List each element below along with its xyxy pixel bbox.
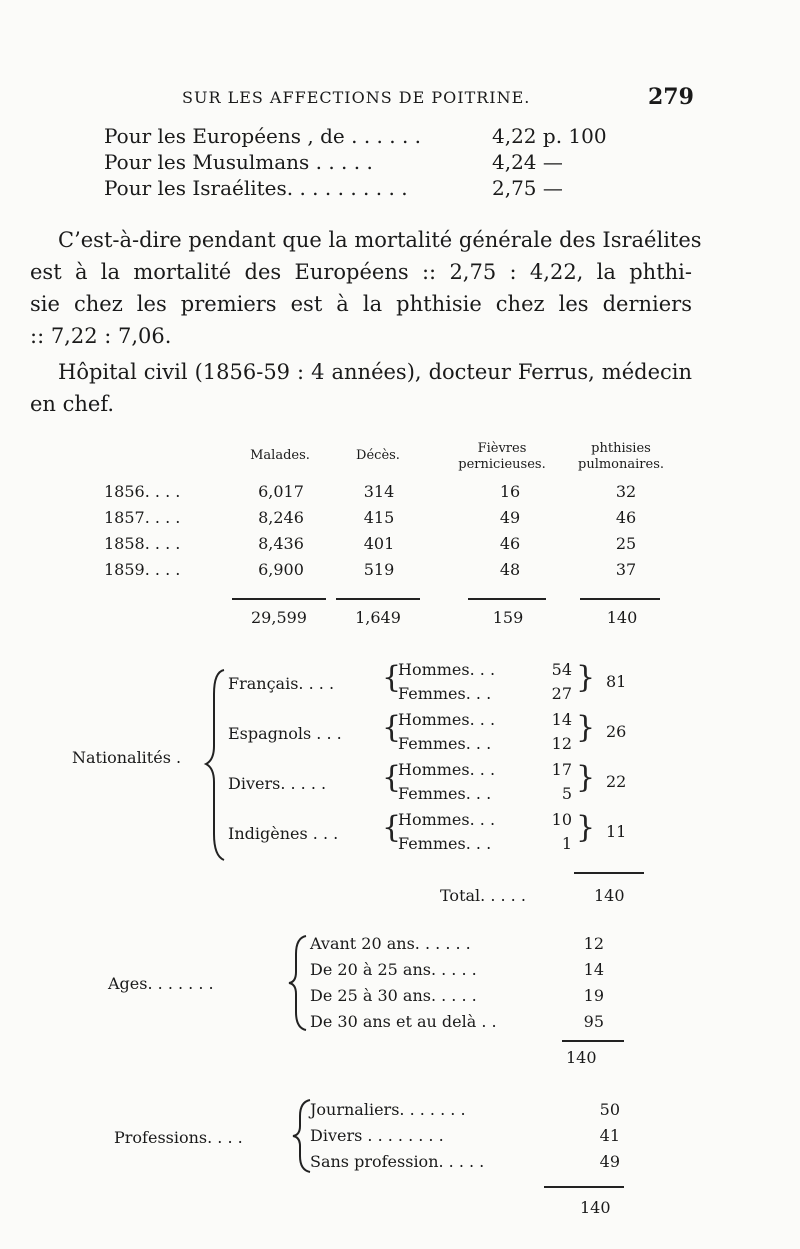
total-rule (562, 1040, 624, 1042)
cell-malades: 8,246 (258, 508, 304, 527)
brace-glyph: } (576, 760, 596, 795)
femmes-count: 5 (561, 784, 572, 803)
cell-deces: 401 (363, 534, 395, 553)
header-line: Fièvres (477, 441, 527, 456)
femmes-label: Femmes. . . (398, 834, 492, 853)
age-item-value: 19 (583, 986, 604, 1005)
cell-fievres: 16 (499, 482, 521, 501)
cell-deces: 415 (363, 508, 395, 527)
group-name: Espagnols . . . (228, 724, 342, 743)
femmes-count: 27 (551, 684, 572, 703)
nationalites-total: 140 (594, 886, 625, 905)
row-year: 1856. . . . (104, 482, 181, 501)
ages-total: 140 (566, 1048, 597, 1067)
total-deces: 1,649 (355, 608, 401, 627)
age-item-label: De 30 ans et au delà . . (310, 1012, 497, 1031)
hommes-label: Hommes. . . (398, 660, 496, 679)
paragraph-line: C’est-à-dire pendant que la mortalité générale des Israélites (58, 228, 702, 252)
hommes-label: Hommes. . . (398, 760, 496, 779)
running-title: SUR LES AFFECTIONS DE POITRINE. (182, 88, 531, 107)
cell-fievres: 46 (499, 534, 521, 553)
group-total: 26 (606, 722, 627, 741)
cell-phthisies: 37 (615, 560, 637, 579)
femmes-label: Femmes. . . (398, 684, 492, 703)
hommes-count: 10 (551, 810, 572, 829)
row-year: 1857. . . . (104, 508, 181, 527)
col-header-deces: Décès. (356, 448, 400, 463)
cell-malades: 8,436 (258, 534, 304, 553)
col-header-fievres (440, 441, 564, 473)
profession-item-label: Journaliers. . . . . . . (310, 1100, 466, 1119)
profession-item-value: 49 (599, 1152, 620, 1171)
paragraph-line: sie chez les premiers est à la phthisie chez les derniers (30, 292, 692, 316)
profession-item-value: 50 (599, 1100, 620, 1119)
hommes-count: 54 (551, 660, 572, 679)
ages-label: Ages. . . . . . . (108, 974, 214, 993)
total-rule (580, 598, 660, 600)
profession-item-label: Divers . . . . . . . . (310, 1126, 444, 1145)
total-label: Total. . . . . (440, 886, 526, 905)
paragraph-line: Hôpital civil (1856-59 : 4 années), docteur Ferrus, médecin (58, 360, 692, 384)
age-item-label: De 20 à 25 ans. . . . . (310, 960, 477, 979)
cell-malades: 6,900 (258, 560, 304, 579)
hommes-count: 17 (551, 760, 572, 779)
total-rule (468, 598, 546, 600)
row-year: 1858. . . . (104, 534, 181, 553)
paragraph-line: :: 7,22 : 7,06. (30, 324, 172, 348)
header-line: phthisies (591, 441, 651, 456)
profession-item-value: 41 (599, 1126, 620, 1145)
total-rule (336, 598, 420, 600)
cell-deces: 314 (363, 482, 395, 501)
ratio-value: 2,75 — (492, 176, 563, 200)
group-name: Divers. . . . . (228, 774, 327, 793)
total-malades: 29,599 (251, 608, 307, 627)
total-rule (574, 872, 644, 874)
group-total: 81 (606, 672, 627, 691)
group-total: 22 (606, 772, 627, 791)
group-name: Indigènes . . . (228, 824, 339, 843)
total-rule (232, 598, 326, 600)
nationalites-label: Nationalités . (72, 748, 182, 767)
ratio-label: Pour les Musulmans . . . . . (104, 150, 373, 174)
cell-deces: 519 (363, 560, 395, 579)
header-line: pernicieuses. (458, 457, 546, 472)
femmes-count: 1 (561, 834, 572, 853)
cell-fievres: 49 (499, 508, 521, 527)
femmes-count: 12 (551, 734, 572, 753)
femmes-label: Femmes. . . (398, 734, 492, 753)
brace-glyph: } (576, 660, 596, 695)
nationalites-brace (202, 664, 230, 864)
cell-phthisies: 46 (615, 508, 637, 527)
group-total: 11 (606, 822, 627, 841)
page-number: 279 (648, 84, 694, 110)
hommes-count: 14 (551, 710, 572, 729)
total-rule (544, 1186, 624, 1188)
hommes-label: Hommes. . . (398, 810, 496, 829)
brace-glyph: } (576, 810, 596, 845)
ratio-value: 4,24 — (492, 150, 563, 174)
ages-brace (286, 932, 310, 1034)
brace-glyph: { (382, 760, 402, 795)
cell-fievres: 48 (499, 560, 521, 579)
age-item-label: De 25 à 30 ans. . . . . (310, 986, 477, 1005)
brace-glyph: { (382, 660, 402, 695)
cell-malades: 6,017 (258, 482, 304, 501)
brace-glyph: { (382, 710, 402, 745)
group-name: Français. . . . (228, 674, 335, 693)
header-line: pulmonaires. (578, 457, 664, 472)
total-fievres: 159 (492, 608, 524, 627)
col-header-phthisies (564, 441, 678, 473)
ratio-value: 4,22 p. 100 (492, 124, 607, 148)
professions-label: Professions. . . . (114, 1128, 243, 1147)
professions-total: 140 (580, 1198, 611, 1217)
brace-glyph: { (382, 810, 402, 845)
brace-glyph: } (576, 710, 596, 745)
paragraph-line: est à la mortalité des Européens :: 2,75 : 4,22, la phthi- (30, 260, 692, 284)
cell-phthisies: 25 (615, 534, 637, 553)
age-item-value: 12 (583, 934, 604, 953)
age-item-value: 14 (583, 960, 604, 979)
col-header-malades: Malades. (250, 448, 310, 463)
age-item-label: Avant 20 ans. . . . . . (310, 934, 471, 953)
hommes-label: Hommes. . . (398, 710, 496, 729)
total-phthisies: 140 (606, 608, 638, 627)
row-year: 1859. . . . (104, 560, 181, 579)
profession-item-label: Sans profession. . . . . (310, 1152, 485, 1171)
paragraph-line: en chef. (30, 392, 115, 416)
ratio-label: Pour les Européens , de . . . . . . (104, 124, 422, 148)
ratio-label: Pour les Israélites. . . . . . . . . . (104, 176, 408, 200)
cell-phthisies: 32 (615, 482, 637, 501)
age-item-value: 95 (583, 1012, 604, 1031)
femmes-label: Femmes. . . (398, 784, 492, 803)
